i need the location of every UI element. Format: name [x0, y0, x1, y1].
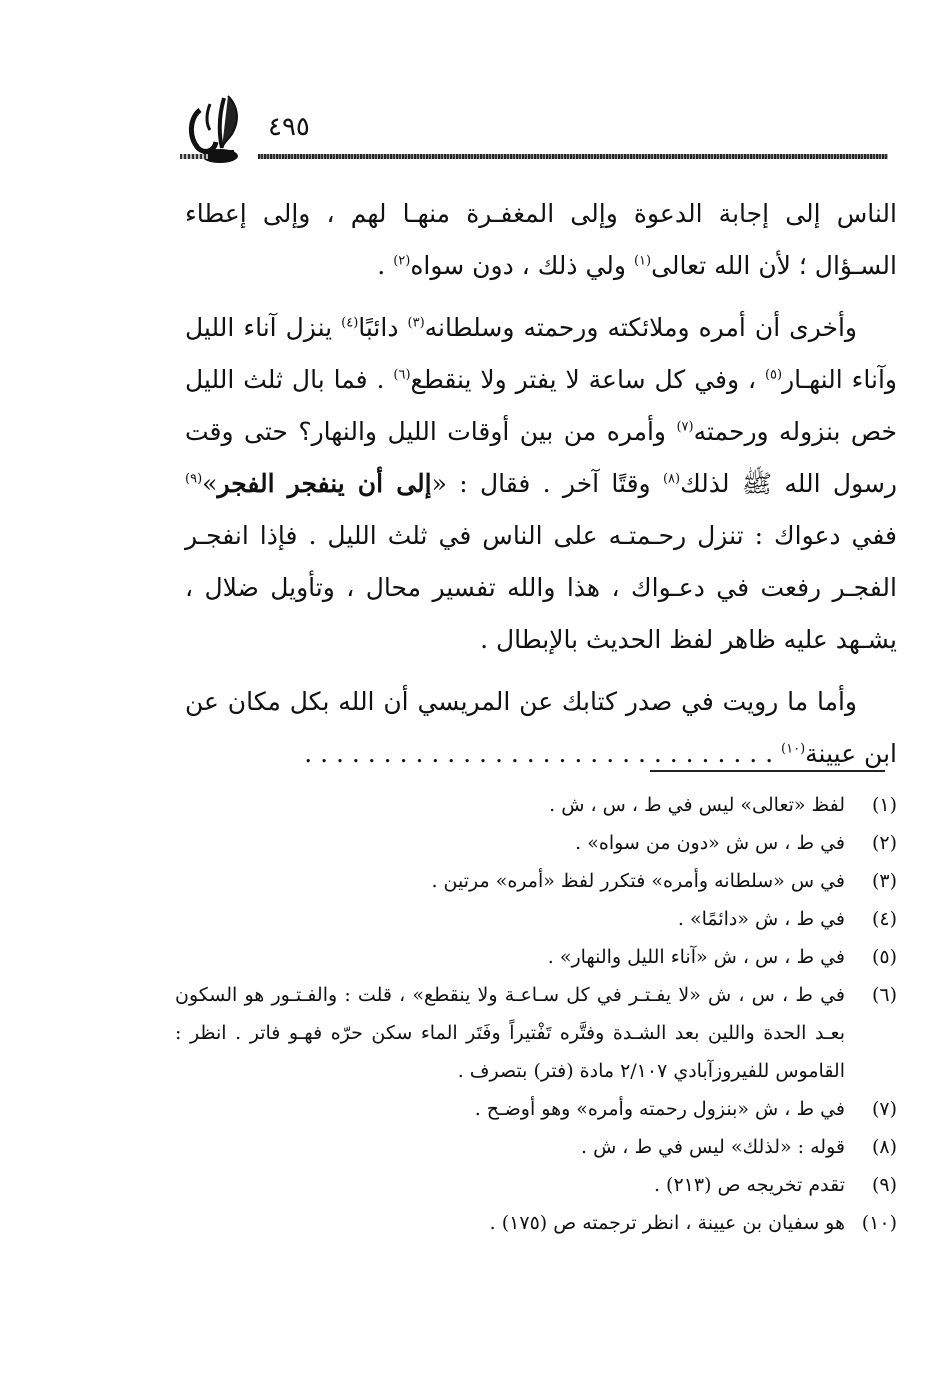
footnote-text: هو سفيان بن عيينة ، انظر ترجمته ص (١٧٥) . — [489, 1212, 845, 1234]
hadith-quote: إلى أن ينفجر الفجر — [217, 469, 432, 498]
text-run: الناس إلى إجابة الدعوة وإلى المغفـرة منهـا لهم ، وإلى إعطاء السـؤال ؛ لأن الله تعالى — [185, 199, 897, 280]
footnote-text: في ط ، ش «بنزول رحمته وأمره» وهو أوضـح . — [474, 1098, 845, 1120]
footnote-number: (٣) — [871, 870, 897, 892]
main-text — [185, 188, 897, 790]
footnote-number: (٦) — [871, 984, 897, 1006]
footnote-ref[interactable]: (٤) — [341, 315, 359, 331]
footnote-ref[interactable]: (١٠) — [781, 741, 806, 757]
text-run: ولي ذلك ، دون سواه — [410, 251, 634, 280]
footnote-text: في ط ، س ش «دون من سواه» . — [575, 832, 845, 854]
footnote-number: (٥) — [871, 946, 897, 968]
footnote-ref[interactable]: (٧) — [676, 419, 694, 435]
footnote-item — [175, 1128, 897, 1166]
footnote-ref[interactable]: (٢) — [393, 253, 411, 269]
footnote-number: (١٠) — [861, 1212, 897, 1234]
footnote-ref[interactable]: (٦) — [393, 367, 411, 383]
footnote-text: في ط ، س ، ش «لا يفـتـر في كل سـاعـة ولا ينقطع» ، قلت : والفـتـور هو السكون بعـد الحدة واللين بعد الشـدة وفتَّره تَفْتيراً وفَتَر الماء سكن حرّه فهـو فاتر . انظر : القاموس للفيروزآبادي ٢/١٠٧ مادة (فتر) بتصرف . — [175, 984, 845, 1082]
footnote-text: قوله : «لذلك» ليس في ط ، ش . — [580, 1136, 845, 1158]
footnote-number: (١) — [871, 794, 897, 816]
footnote-text: في ط ، ش «دائمًا» . — [677, 908, 845, 930]
dotted-leader: . . . . . . . . . . . . . . . . . . . . . . . . . . . . . . — [304, 739, 782, 768]
text-run: ينزل آناء الليل وآناء النهـار — [185, 313, 897, 394]
footnote-item — [175, 824, 897, 862]
footnote-number: (٧) — [871, 1098, 897, 1120]
footnote-item — [175, 862, 897, 900]
paragraph-2 — [185, 302, 897, 666]
footnote-text: في س «سلطانه وأمره» فتكرر لفظ «أمره» مرتين . — [431, 870, 845, 892]
footnotes-list — [175, 786, 897, 1242]
footnote-number: (٤) — [871, 908, 897, 930]
footnote-item — [175, 786, 897, 824]
footnote-ref[interactable]: (٩) — [185, 471, 203, 487]
page-number: ٤٩٥ — [268, 112, 310, 142]
paragraph-3 — [185, 676, 897, 780]
text-run: وأما ما رويت في صدر كتابك عن المريسي أن الله بكل مكان عن ابن عيينة — [185, 687, 897, 768]
text-run: وأخرى أن أمره وملائكته ورحمته وسلطانه — [424, 313, 857, 342]
text-run: ، وفي كل ساعة لا يفتر ولا ينقطع — [410, 365, 765, 394]
footnote-item — [175, 900, 897, 938]
footnote-item — [175, 1166, 897, 1204]
text-run: . — [377, 251, 394, 280]
footnote-number: (٨) — [871, 1136, 897, 1158]
footnote-text: في ط ، س ، ش «آناء الليل والنهار» . — [547, 946, 845, 968]
text-run: . فما بال ثلث الليل خص بنزوله ورحمته — [185, 365, 897, 446]
page-header — [180, 90, 900, 170]
footnote-number: (٢) — [871, 832, 897, 854]
footnote-ref[interactable]: (٥) — [764, 367, 783, 383]
text-run: » — [202, 469, 218, 498]
footnote-text: لفظ «تعالى» ليس في ط ، س ، ش . — [549, 794, 845, 816]
footnote-number: (٩) — [871, 1174, 897, 1196]
footnote-text: تقدم تخريجه ص (٢١٣) . — [653, 1174, 845, 1196]
footnote-ref[interactable]: (٨) — [662, 471, 681, 487]
text-run: دائبًا — [358, 313, 408, 342]
paragraph-1 — [185, 188, 897, 292]
footnote-item — [175, 976, 897, 1090]
footnote-separator — [650, 770, 885, 772]
header-rule — [258, 154, 888, 159]
footnote-item — [175, 1204, 897, 1242]
footnote-item — [175, 1090, 897, 1128]
footnote-item — [175, 938, 897, 976]
text-run: وقتًا آخر . فقال : « — [431, 469, 663, 498]
text-run: وأمره من بين أوقات الليل والنهار؟ حتى وقت رسول الله ﷺ لذلك — [185, 417, 897, 498]
header-rule-left — [180, 154, 208, 159]
footnote-ref[interactable]: (١) — [633, 253, 652, 269]
text-run: ففي دعواك : تنزل رحـمتـه على الناس في ثلث الليل . فإذا انفجـر الفجـر رفعت في دعـواك ، هذا والله تفسير محال ، وتأويل ضلال ، يشـهد عليه ظاهر لفظ الحديث بالإبطال . — [185, 521, 897, 654]
footnote-ref[interactable]: (٣) — [407, 315, 425, 331]
